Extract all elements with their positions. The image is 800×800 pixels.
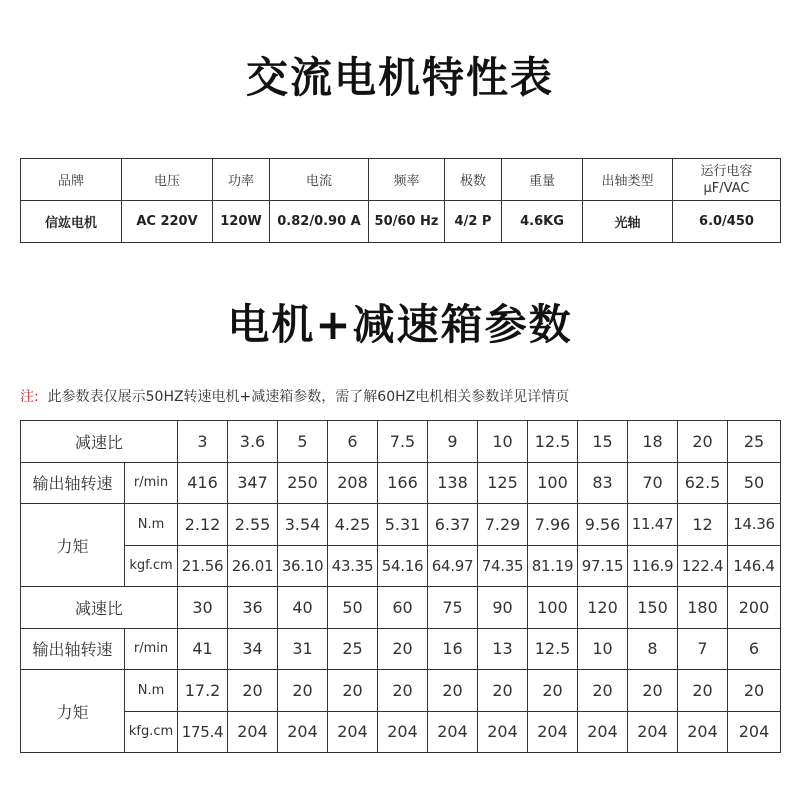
- spec-header-cell: 功率: [213, 159, 270, 201]
- note: [20, 386, 569, 406]
- speed-cell: 70: [628, 462, 678, 504]
- spec-value-cell: 6.0/450: [673, 201, 781, 243]
- note-prefix: 注:: [20, 389, 39, 405]
- nm-cell: 17.2: [178, 670, 228, 712]
- kgf-cell: 204: [578, 711, 628, 753]
- nm-cell: 9.56: [578, 504, 628, 546]
- ratio-cell: 200: [728, 587, 781, 629]
- kgf-cell: 21.56: [178, 545, 228, 587]
- kgf-cell: 122.4: [678, 545, 728, 587]
- kgf-cell: 204: [728, 711, 781, 753]
- kgf-cell: 116.9: [628, 545, 678, 587]
- speed-cell: 31: [278, 628, 328, 670]
- speed-cell: 16: [428, 628, 478, 670]
- spec-value-cell: 50/60 Hz: [369, 201, 445, 243]
- spec-header-cell: 频率: [369, 159, 445, 201]
- speed-unit: r/min: [125, 628, 178, 670]
- nm-unit: N.m: [125, 670, 178, 712]
- spec-header-cell: 电流: [270, 159, 369, 201]
- ratio-cell: 36: [228, 587, 278, 629]
- kgf-cell: 204: [278, 711, 328, 753]
- kgf-cell: 204: [678, 711, 728, 753]
- nm-cell: 20: [678, 670, 728, 712]
- ratio-cell: 25: [728, 421, 781, 463]
- kgf-unit: kgf.cm: [125, 545, 178, 587]
- spec-header-cell: 出轴类型: [583, 159, 673, 201]
- nm-cell: 20: [278, 670, 328, 712]
- speed-cell: 416: [178, 462, 228, 504]
- speed-cell: 25: [328, 628, 378, 670]
- kgf-cell: 175.4: [178, 711, 228, 753]
- ratio-cell: 5: [278, 421, 328, 463]
- ratio-cell: 6: [328, 421, 378, 463]
- nm-cell: 20: [228, 670, 278, 712]
- nm-cell: 20: [528, 670, 578, 712]
- speed-cell: 62.5: [678, 462, 728, 504]
- ratio-cell: 90: [478, 587, 528, 629]
- speed-cell: 250: [278, 462, 328, 504]
- speed-row: [21, 628, 781, 670]
- nm-cell: 3.54: [278, 504, 328, 546]
- spec-header-cell: 品牌: [21, 159, 122, 201]
- speed-cell: 34: [228, 628, 278, 670]
- page-title: 交流电机特性表: [245, 53, 554, 102]
- speed-cell: 41: [178, 628, 228, 670]
- spec-value-cell: AC 220V: [122, 201, 213, 243]
- kgf-cell: 204: [528, 711, 578, 753]
- nm-cell: 20: [378, 670, 428, 712]
- speed-cell: 125: [478, 462, 528, 504]
- spec-header-cell-capacitor: [673, 159, 781, 201]
- spec-value-cell: 120W: [213, 201, 270, 243]
- nm-cell: 20: [628, 670, 678, 712]
- torque-kgf-row: [21, 545, 781, 587]
- ratio-cell: 3.6: [228, 421, 278, 463]
- speed-row: [21, 462, 781, 504]
- nm-cell: 7.96: [528, 504, 578, 546]
- ratio-cell: 12.5: [528, 421, 578, 463]
- spec-value-row: [21, 201, 781, 243]
- ratio-cell: 30: [178, 587, 228, 629]
- gearbox-table: [20, 420, 781, 753]
- kgf-cell: 204: [228, 711, 278, 753]
- speed-cell: 12.5: [528, 628, 578, 670]
- ratio-cell: 60: [378, 587, 428, 629]
- ratio-cell: 10: [478, 421, 528, 463]
- nm-cell: 5.31: [378, 504, 428, 546]
- kgf-cell: 64.97: [428, 545, 478, 587]
- nm-cell: 7.29: [478, 504, 528, 546]
- nm-cell: 11.47: [628, 504, 678, 546]
- spec-header-cell: 极数: [445, 159, 502, 201]
- ratio-cell: 120: [578, 587, 628, 629]
- nm-cell: 20: [428, 670, 478, 712]
- speed-cell: 50: [728, 462, 781, 504]
- motor-spec-table: [20, 158, 781, 243]
- torque-kgf-row: [21, 711, 781, 753]
- kgf-cell: 81.19: [528, 545, 578, 587]
- nm-cell: 20: [478, 670, 528, 712]
- spec-value-cell: 0.82/0.90 A: [270, 201, 369, 243]
- nm-cell: 4.25: [328, 504, 378, 546]
- nm-cell: 12: [678, 504, 728, 546]
- speed-cell: 13: [478, 628, 528, 670]
- speed-cell: 10: [578, 628, 628, 670]
- kgf-cell: 54.16: [378, 545, 428, 587]
- speed-cell: 83: [578, 462, 628, 504]
- speed-cell: 166: [378, 462, 428, 504]
- kgf-cell: 204: [478, 711, 528, 753]
- ratio-cell: 150: [628, 587, 678, 629]
- kgf-unit: kfg.cm: [125, 711, 178, 753]
- kgf-cell: 43.35: [328, 545, 378, 587]
- ratio-row: [21, 421, 781, 463]
- spec-value-cell: 4.6KG: [502, 201, 583, 243]
- torque-nm-row: [21, 504, 781, 546]
- kgf-cell: 74.35: [478, 545, 528, 587]
- kgf-cell: 146.4: [728, 545, 781, 587]
- kgf-cell: 204: [378, 711, 428, 753]
- nm-cell: 14.36: [728, 504, 781, 546]
- capacitor-unit: μF/VAC: [703, 180, 750, 196]
- kgf-cell: 26.01: [228, 545, 278, 587]
- ratio-cell: 100: [528, 587, 578, 629]
- speed-cell: 20: [378, 628, 428, 670]
- ratio-label: 减速比: [21, 421, 178, 463]
- ratio-row: [21, 587, 781, 629]
- kgf-cell: 97.15: [578, 545, 628, 587]
- ratio-cell: 15: [578, 421, 628, 463]
- nm-cell: 6.37: [428, 504, 478, 546]
- speed-cell: 6: [728, 628, 781, 670]
- ratio-cell: 7.5: [378, 421, 428, 463]
- torque-label: 力矩: [21, 670, 125, 753]
- torque-label: 力矩: [21, 504, 125, 587]
- ratio-cell: 40: [278, 587, 328, 629]
- spec-header-cell: 重量: [502, 159, 583, 201]
- ratio-cell: 75: [428, 587, 478, 629]
- ratio-cell: 18: [628, 421, 678, 463]
- ratio-cell: 180: [678, 587, 728, 629]
- ratio-label: 减速比: [21, 587, 178, 629]
- kgf-cell: 204: [428, 711, 478, 753]
- nm-cell: 20: [728, 670, 781, 712]
- ratio-cell: 50: [328, 587, 378, 629]
- section-title: 电机+减速箱参数: [227, 300, 573, 349]
- spec-header-cell: 电压: [122, 159, 213, 201]
- kgf-cell: 204: [328, 711, 378, 753]
- speed-unit: r/min: [125, 462, 178, 504]
- speed-cell: 138: [428, 462, 478, 504]
- speed-cell: 7: [678, 628, 728, 670]
- nm-cell: 2.55: [228, 504, 278, 546]
- ratio-cell: 9: [428, 421, 478, 463]
- speed-label: 输出轴转速: [21, 462, 125, 504]
- spec-header-row: [21, 159, 781, 201]
- speed-cell: 208: [328, 462, 378, 504]
- nm-cell: 20: [328, 670, 378, 712]
- capacitor-label: 运行电容: [700, 163, 753, 179]
- speed-cell: 100: [528, 462, 578, 504]
- nm-cell: 20: [578, 670, 628, 712]
- nm-unit: N.m: [125, 504, 178, 546]
- speed-cell: 347: [228, 462, 278, 504]
- note-text: 此参数表仅展示50HZ转速电机+减速箱参数，需了解60HZ电机相关参数详见详情页: [47, 389, 570, 405]
- ratio-cell: 20: [678, 421, 728, 463]
- speed-cell: 8: [628, 628, 678, 670]
- spec-value-cell: 光轴: [583, 201, 673, 243]
- ratio-cell: 3: [178, 421, 228, 463]
- spec-value-cell: 信竑电机: [21, 201, 122, 243]
- kgf-cell: 36.10: [278, 545, 328, 587]
- spec-value-cell: 4/2 P: [445, 201, 502, 243]
- torque-nm-row: [21, 670, 781, 712]
- nm-cell: 2.12: [178, 504, 228, 546]
- kgf-cell: 204: [628, 711, 678, 753]
- speed-label: 输出轴转速: [21, 628, 125, 670]
